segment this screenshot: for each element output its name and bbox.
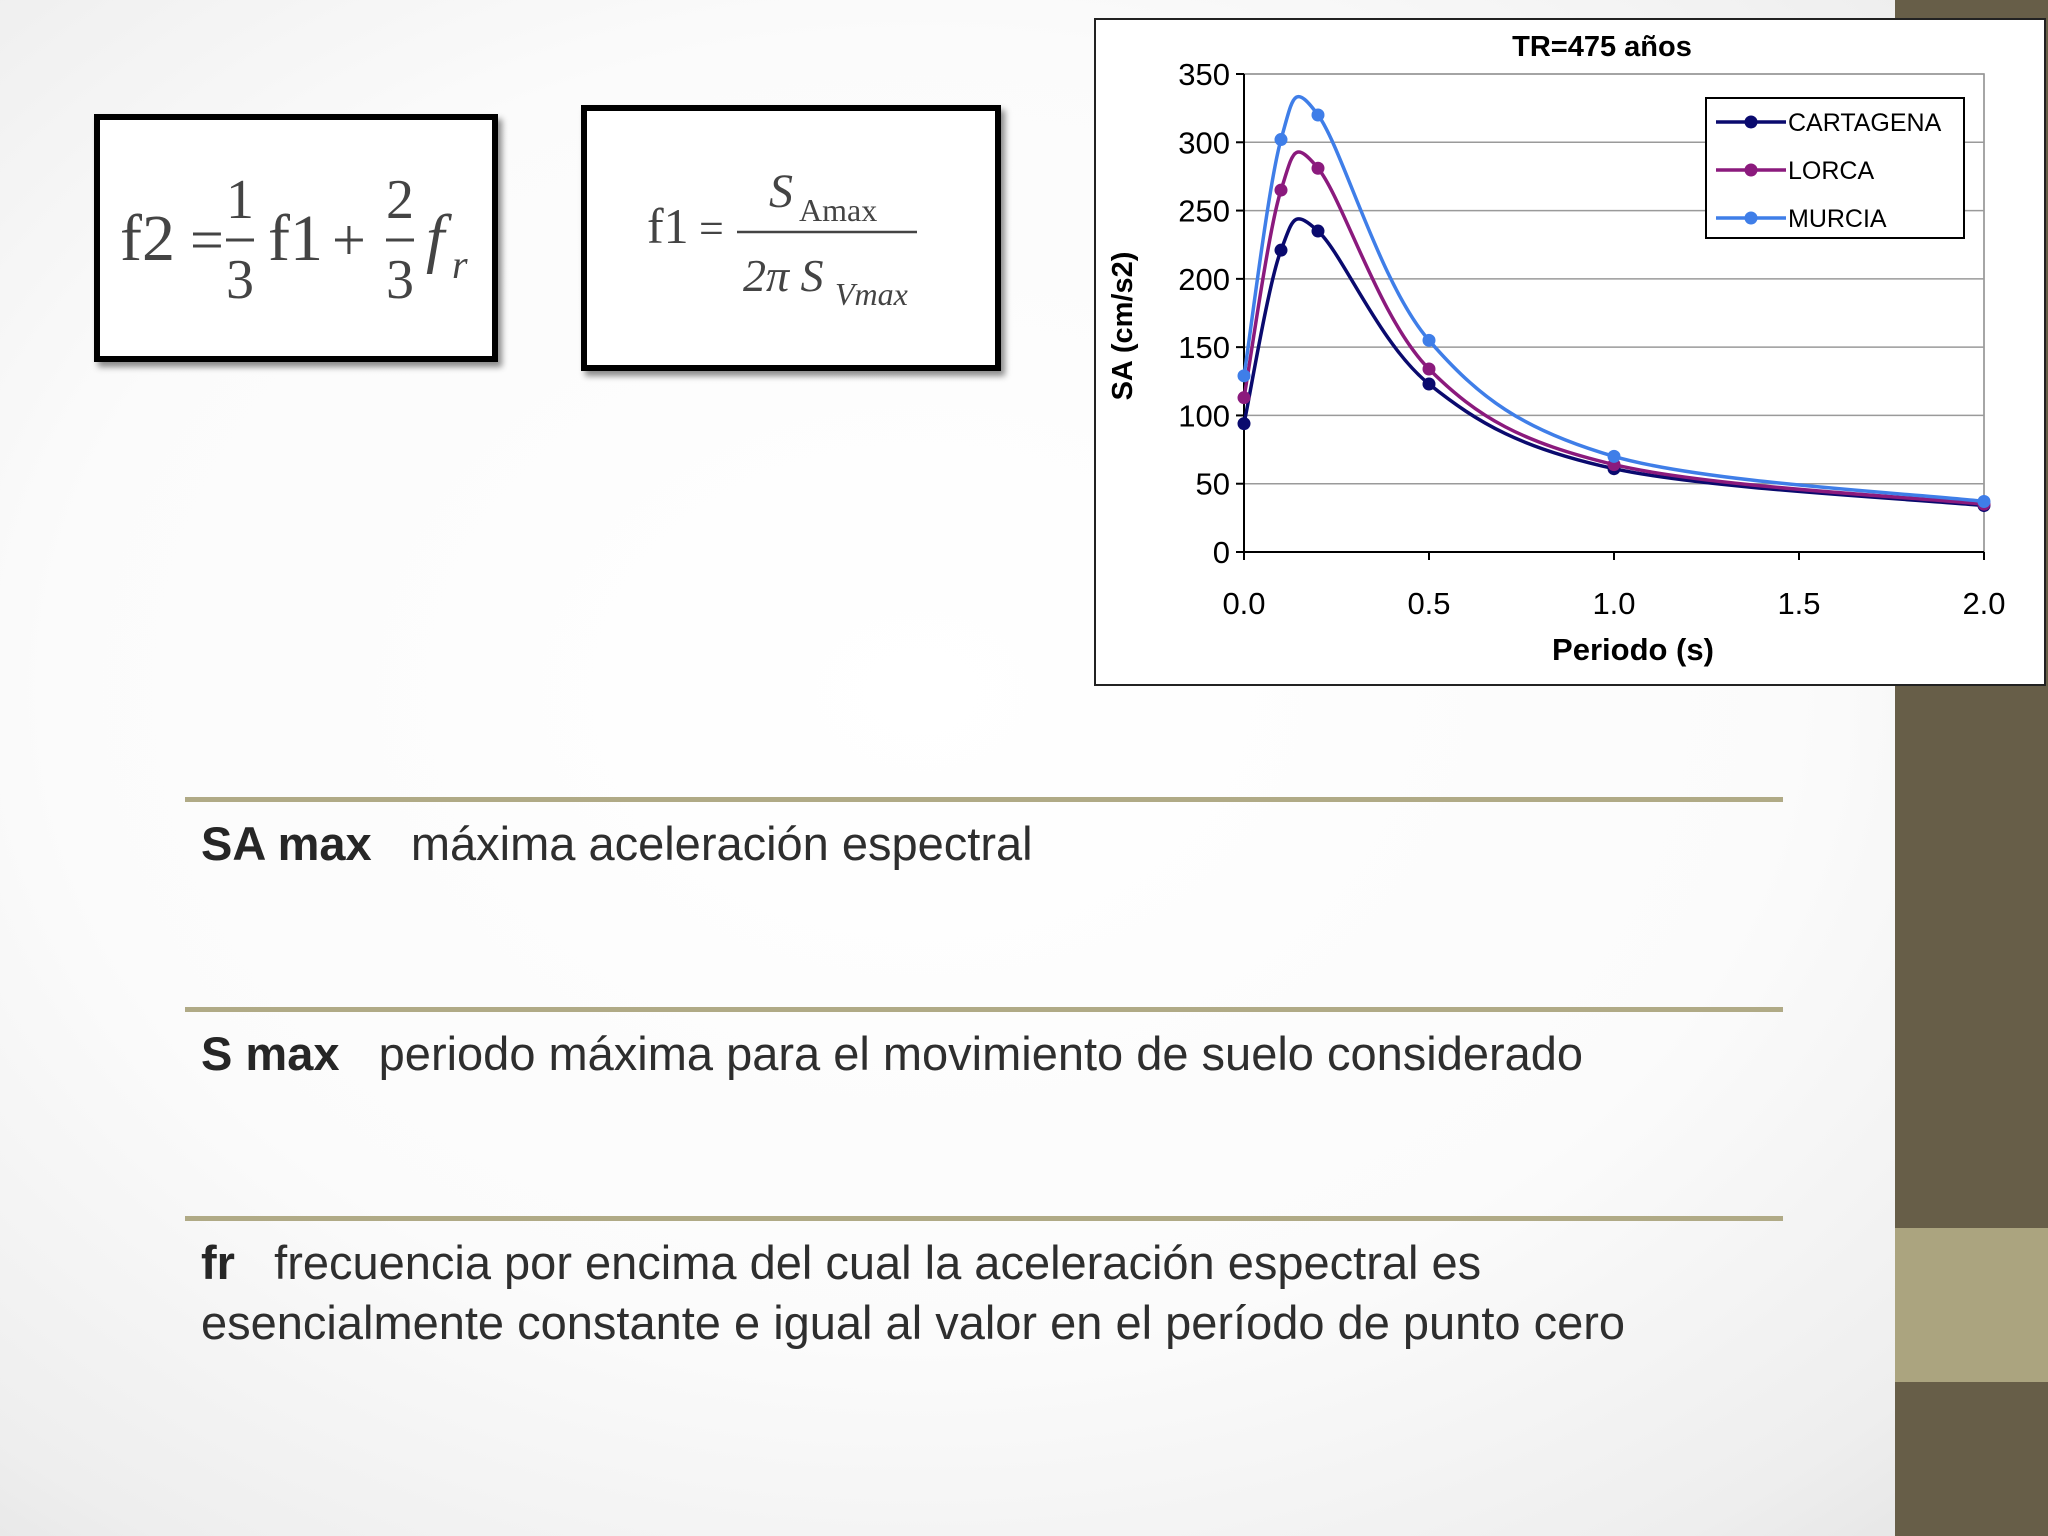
legend-marker (1745, 212, 1758, 225)
y-tick-label: 100 (1178, 398, 1230, 434)
data-point-lorca (1275, 184, 1288, 197)
definition-term: S max (201, 1027, 340, 1080)
formula-f2-eq: = (190, 207, 224, 273)
data-point-murcia (1275, 133, 1288, 146)
definition-text: máxima aceleración espectral (410, 817, 1033, 870)
divider-3 (185, 1216, 1783, 1221)
data-point-murcia (1312, 108, 1325, 121)
formula-f2-lhs: f2 (120, 202, 175, 275)
data-point-cartagena (1238, 417, 1251, 430)
y-tick-label: 350 (1178, 57, 1230, 92)
x-tick-label: 0.5 (1407, 586, 1451, 621)
definition-term: fr (201, 1236, 235, 1289)
data-point-lorca (1312, 162, 1325, 175)
definition-fr (201, 1233, 1781, 1353)
definition-sa-max (201, 814, 1781, 874)
formula-f2-frac2-den: 3 (386, 249, 414, 311)
chart-frame (1094, 18, 2046, 686)
definition-text: periodo máxima para el movimiento de suelo considerado (378, 1027, 1584, 1080)
chart-title: TR=475 años (1512, 31, 1692, 63)
divider-1 (185, 797, 1783, 802)
formula-f2-term1: f1 (268, 202, 323, 275)
legend-marker (1745, 164, 1758, 177)
formula-f1-num: S (769, 165, 793, 218)
chart-x-axis-label: Periodo (s) (1552, 632, 1714, 667)
data-point-cartagena (1275, 244, 1288, 257)
x-tick-label: 0.0 (1222, 586, 1266, 621)
definition-term: SA max (201, 817, 372, 870)
data-point-murcia (1978, 495, 1991, 508)
legend-marker (1745, 116, 1758, 129)
data-point-murcia (1608, 450, 1621, 463)
legend-label-murcia: MURCIA (1788, 205, 1887, 233)
formula-f2-box (94, 114, 498, 362)
formula-f2 (100, 120, 492, 356)
y-tick-label: 0 (1212, 535, 1230, 570)
x-tick-label: 2.0 (1962, 586, 2006, 621)
formula-f1-lhs: f1 (647, 198, 689, 254)
x-tick-label: 1.5 (1777, 586, 1821, 621)
formula-f2-frac2-num: 2 (386, 169, 414, 231)
formula-f2-term2-sub: r (452, 242, 468, 287)
formula-f2-frac1-den: 3 (226, 249, 254, 311)
formula-f1-box (581, 105, 1001, 371)
y-tick-label: 150 (1178, 330, 1230, 366)
x-tick-label: 1.0 (1592, 586, 1636, 621)
y-tick-label: 250 (1178, 193, 1230, 229)
formula-f2-frac1-num: 1 (226, 169, 254, 231)
y-tick-label: 300 (1178, 125, 1230, 161)
definition-s-max (201, 1024, 1781, 1084)
formula-f1 (587, 111, 995, 365)
data-point-murcia (1238, 369, 1251, 382)
data-point-lorca (1238, 391, 1251, 404)
data-point-lorca (1423, 362, 1436, 375)
side-band-bottom (1895, 1382, 2048, 1536)
side-band-middle (1895, 1228, 2048, 1382)
formula-f1-eq: = (699, 204, 724, 253)
formula-f1-den-sub: Vmax (835, 276, 908, 312)
data-point-cartagena (1423, 378, 1436, 391)
legend-label-lorca: LORCA (1788, 157, 1875, 185)
chart-y-axis-label: SA (cm/s2) (1107, 251, 1139, 401)
divider-2 (185, 1007, 1783, 1012)
y-tick-label: 200 (1178, 261, 1230, 297)
legend-label-cartagena: CARTAGENA (1788, 109, 1942, 137)
formula-f1-num-sub: Amax (799, 192, 878, 228)
formula-f2-term2: f (426, 202, 445, 275)
formula-f1-den: 2π S (743, 250, 824, 301)
data-point-cartagena (1312, 225, 1325, 238)
definition-text: frecuencia por encima del cual la aceleración espectral es esencialmente constante e igual al valor en el período de punto cero (201, 1236, 1625, 1349)
formula-f2-plus: + (332, 207, 366, 273)
y-tick-label: 50 (1195, 466, 1230, 502)
spectral-acceleration-chart (1096, 20, 2044, 684)
chart-legend (1706, 98, 1964, 238)
data-point-murcia (1423, 334, 1436, 347)
